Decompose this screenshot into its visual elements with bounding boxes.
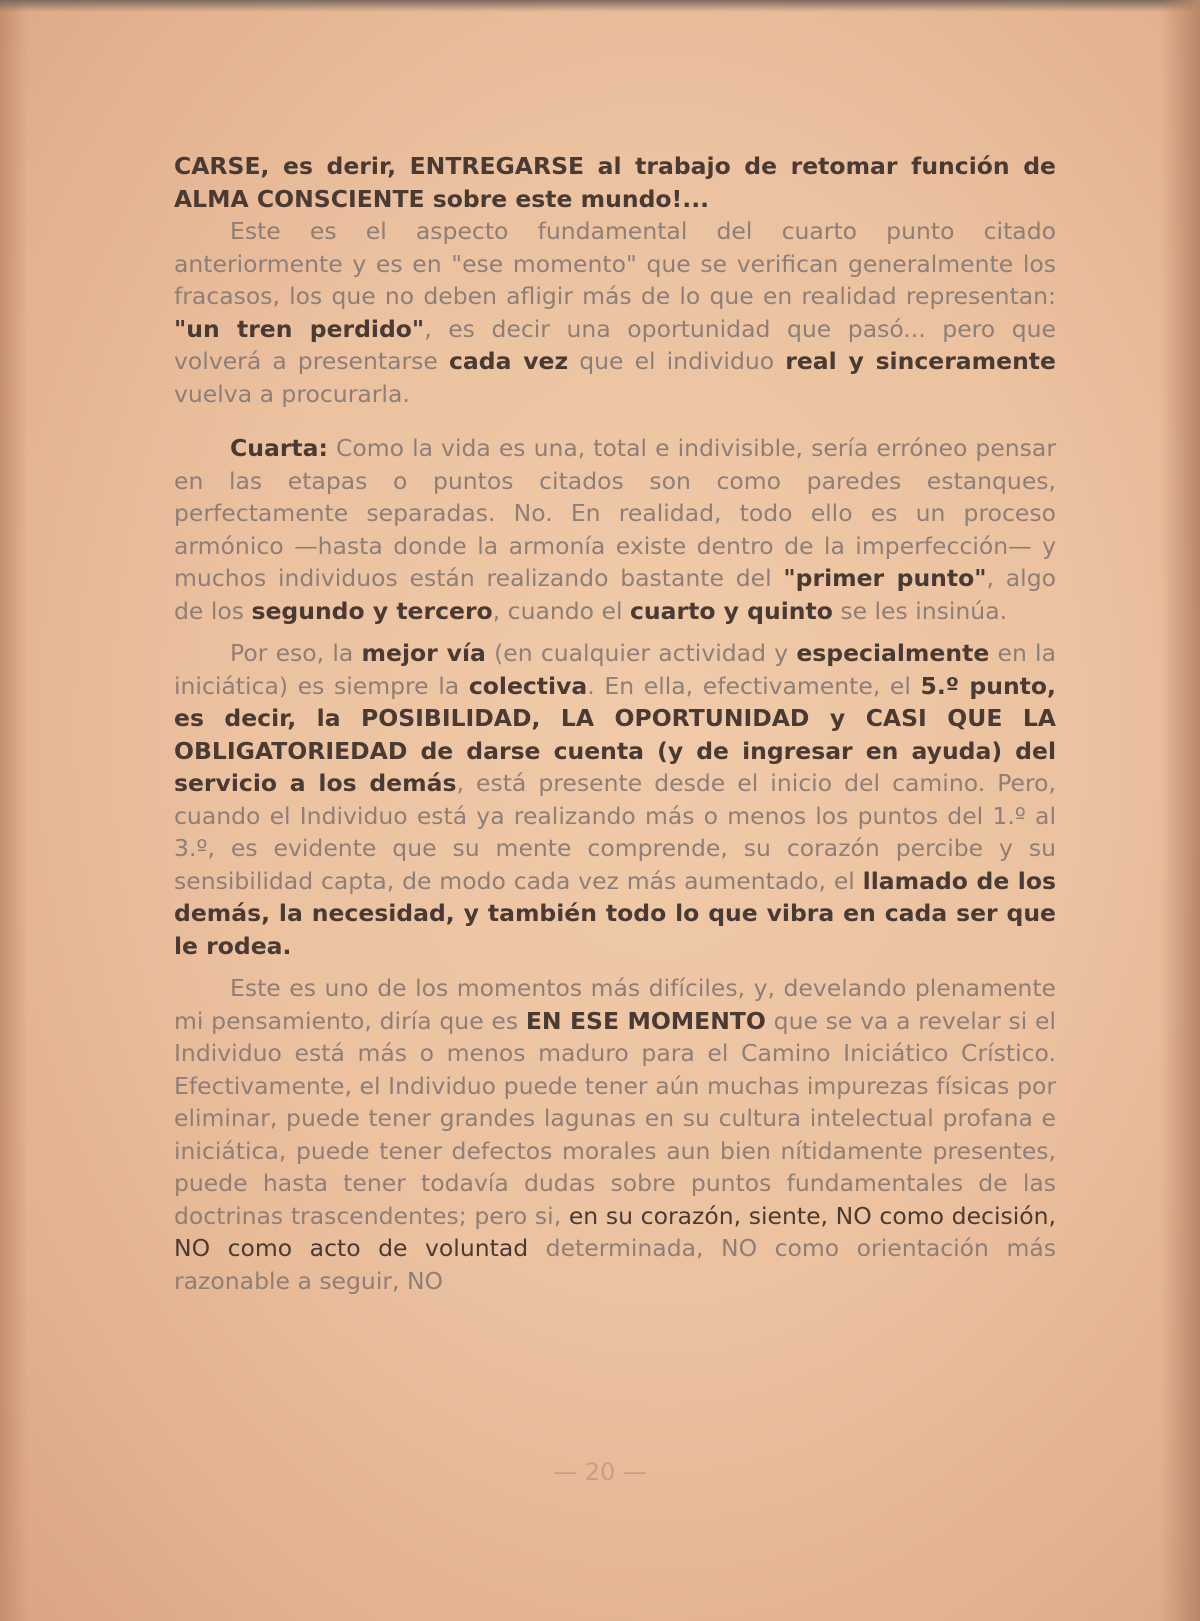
paragraph-4-span-10: llamado de los demás, la necesidad, y también todo lo que vibra en cada ser que le rodea. bbox=[174, 866, 1056, 960]
paragraph-4-span-6: colectiva bbox=[468, 671, 588, 700]
paragraph-5-span-5: determinada, NO como orientación más razonable a seguir, NO bbox=[174, 1234, 1056, 1295]
paragraph-2-span-7: vuelva a procurarla. bbox=[174, 379, 410, 408]
paragraph-2-span-1: Este es el aspecto fundamental del cuarto punto citado anteriormente y es en "ese momento" que se verifican generalmente los fracasos, los que no deben afligir más de lo que en realidad representan: bbox=[174, 217, 1056, 310]
paragraph-3 bbox=[174, 432, 1056, 627]
paragraph-3-span-4: , algo de los bbox=[174, 564, 1056, 625]
paragraph-3-span-5: segundo y tercero bbox=[251, 596, 493, 625]
paragraph-5-span-4: en su corazón, siente, NO como decisión, NO como acto de voluntad bbox=[174, 1201, 1056, 1262]
paragraph-3-span-1: Cuarta: bbox=[230, 434, 328, 462]
paragraph-4-span-2: mejor vía bbox=[361, 639, 486, 667]
paragraph-1 bbox=[174, 150, 1056, 215]
paragraph-5 bbox=[174, 972, 1056, 1297]
paragraph-2-span-5: que el individuo bbox=[568, 347, 786, 375]
paragraph-5-span-1: Este es uno de los momentos más difíciles, y, develando plenamente mi pensamiento, diría que es bbox=[174, 974, 1056, 1035]
paragraph-5-span-3: que se va a revelar si el Individuo está más o menos maduro para el Camino Iniciático Crístico. Efectivamente, el Individuo puede tener aún muchas impurezas físicas por eliminar, puede tener grandes lagunas en su cultura intelectual profana e iniciática, puede tener defectos morales aun bien nítidamente presentes, puede hasta tener todavía dudas sobre puntos fundamentales de las doctrinas trascendentes; pero si, bbox=[174, 1006, 1056, 1230]
paragraph-4-span-5: en la iniciática) es siempre la bbox=[174, 639, 1056, 700]
paragraph-4-span-4: especialmente bbox=[796, 639, 990, 667]
body-text bbox=[174, 150, 1056, 1297]
paragraph-2-span-2: "un tren perdido" bbox=[174, 314, 425, 343]
paragraph-2 bbox=[174, 215, 1056, 410]
paragraph-4-span-3: (en cualquier actividad y bbox=[485, 639, 797, 667]
paragraph-4-span-1: Por eso, la bbox=[230, 639, 362, 667]
paragraph-2-span-6: real y sinceramente bbox=[785, 347, 1056, 375]
paragraph-2-span-4: cada vez bbox=[448, 347, 569, 375]
paragraph-3-span-2: Como la vida es una, total e indivisible, sería erróneo pensar en las etapas o puntos citados son como paredes estanques, perfectamente separadas. No. En realidad, todo ello es un proceso armónico —hasta donde la armonía existe dentro de la imperfección— y muchos individuos están realizando bastante del bbox=[174, 434, 1056, 592]
paragraph-3-span-3: "primer punto" bbox=[783, 564, 987, 592]
paragraph-2-span-3: , es decir una oportunidad que pasó... pero que volverá a presentarse bbox=[174, 314, 1057, 375]
paragraph-3-span-6: , cuando el bbox=[492, 596, 630, 625]
paragraph-4-span-8: 5.º punto, es decir, la POSIBILIDAD, LA OPORTUNIDAD y CASI QUE LA OBLIGATORIEDAD de darse cuenta (y de ingresar en ayuda) del servicio a los demás bbox=[174, 671, 1056, 797]
paragraph-3-span-7: cuarto y quinto bbox=[629, 596, 833, 625]
paragraph-1-span-1: CARSE, es derir, ENTREGARSE al trabajo de retomar función de ALMA CONSCIENTE sobre este mundo!... bbox=[174, 152, 1056, 213]
paragraph-4-span-9: , está presente desde el inicio del camino. Pero, cuando el Individuo está ya realizando más o menos los puntos del 1.º al 3.º, es evidente que su mente comprende, su corazón percibe y su sensibilidad capta, de modo cada vez más aumentado, el bbox=[174, 769, 1057, 895]
paragraph-4 bbox=[174, 637, 1056, 962]
paragraph-5-span-2: EN ESE MOMENTO bbox=[525, 1006, 766, 1035]
page-number: — 20 — bbox=[553, 1458, 647, 1486]
page-top-edge bbox=[0, 0, 1200, 12]
paragraph-4-span-7: . En ella, efectivamente, el bbox=[587, 671, 921, 700]
paragraph-3-span-8: se les insinúa. bbox=[832, 596, 1008, 625]
